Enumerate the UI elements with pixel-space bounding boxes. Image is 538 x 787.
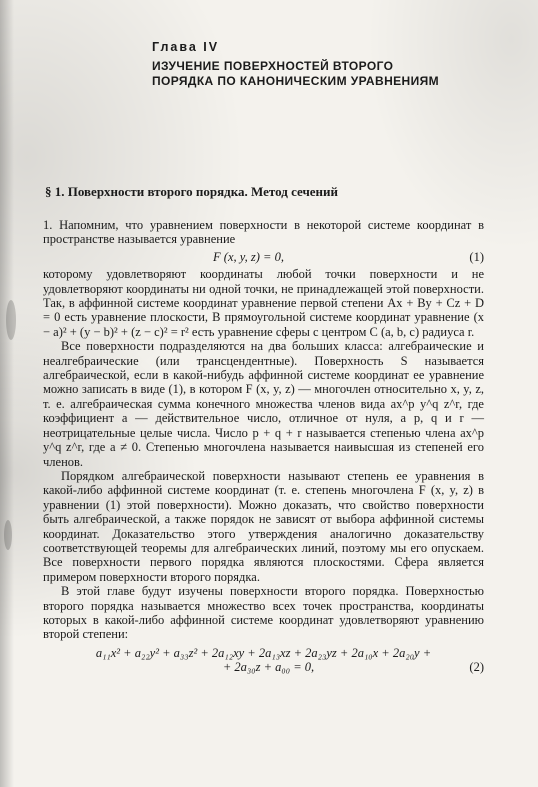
- body-text: [43, 218, 484, 675]
- paragraph-2: которому удовлетворяют координаты любой точки поверхности и не удовлетворяют координаты ни одной точки, не принадлежащей этой поверхности. Так, в аффинной системе координат уравнение первой степени Ax + By + Cz + D = 0 есть уравнение плоскости, В прямоугольной системе координат уравнение (x − a)² + (y − b)² + (z − c)² = r² есть уравнение сферы с центром C (a, b, c) радиуса r.: [43, 267, 484, 339]
- paragraph-1: 1. Напомним, что уравнением поверхности в некоторой системе координат в пространстве называется уравнение: [43, 218, 484, 247]
- scan-smudge: [6, 300, 16, 340]
- section-heading: § 1. Поверхности второго порядка. Метод сечений: [45, 184, 339, 199]
- formula-1-expression: F (x, y, z) = 0,: [213, 249, 284, 264]
- page-edge-shadow: [0, 0, 14, 787]
- chapter-label: Глава IV: [152, 40, 220, 54]
- chapter-title-line-2: ПОРЯДКА ПО КАНОНИЧЕСКИМ УРАВНЕНИЯМ: [152, 74, 440, 88]
- formula-1-number: (1): [469, 249, 484, 264]
- chapter-title: [152, 59, 522, 89]
- paragraph-4: Порядком алгебраической поверхности называют степень ее уравнения в какой-либо аффинной системе координат (т. е. степень многочлена F (x, y, z) в уравнении (1) этой поверхности). Можно доказать, что свойство поверхности быть алгебраической, а также порядок не зависят от выбора аффинной системы координат. Доказательство этого утверждения аналогично доказательству соответствующей теоремы для алгебраических линий, поэтому мы его опускаем. Все поверхности первого порядка являются плоскостями. Сфера является примером поверхности второго порядка.: [43, 468, 484, 584]
- formula-1: [43, 250, 484, 264]
- formula-2-number: (2): [469, 660, 484, 675]
- chapter-title-line-1: ИЗУЧЕНИЕ ПОВЕРХНОСТЕЙ ВТОРОГО: [152, 59, 394, 73]
- formula-2-line-1: a₁₁x² + a₂₂y² + a₃₃z² + 2a₁₂xy + 2a₁₃xz + 2a₂₃yz + 2a₁₀x + 2a₂₀y +: [95, 645, 432, 660]
- formula-2: [43, 646, 484, 675]
- scan-smudge: [4, 520, 12, 550]
- paragraph-5: В этой главе будут изучены поверхности второго порядка. Поверхностью второго порядка называется множество всех точек пространства, координаты которых в какой-либо аффинной системе координат удовлетворяют уравнению второй степени:: [43, 584, 484, 642]
- paragraph-3: Все поверхности подразделяются на два больших класса: алгебраические и неалгебраические (или трансцендентные). Поверхность S называется алгебраической, если в какой-нибудь аффинной системе координат ее уравнение можно записать в виде (1), в котором F (x, y, z) — многочлен относительно x, y, z, т. е. алгебраическая сумма конечного множества членов вида ax^p y^q z^r, где коэффициент a — действительное число, отличное от нуля, а p, q и r — неотрицательные целые числа. Число p + q + r называется степенью члена ax^p y^q z^r, где a ≠ 0. Степенью многочлена называется наивысшая из степеней его членов.: [43, 339, 484, 469]
- formula-2-line-2: + 2a₃₀z + a₀₀ = 0,: [222, 660, 315, 675]
- formula-2-line-2-row: [43, 660, 484, 674]
